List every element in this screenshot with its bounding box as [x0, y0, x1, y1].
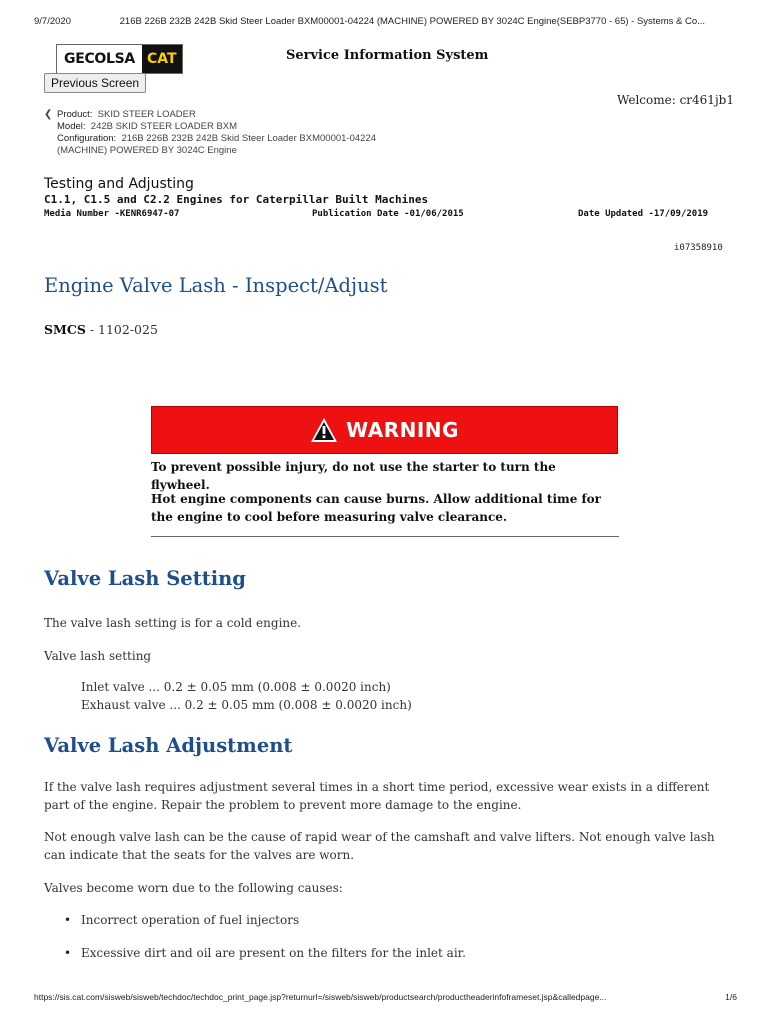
section-kind: Testing and Adjusting	[44, 176, 194, 192]
back-chevron-icon[interactable]: ❮	[44, 109, 53, 120]
model-value[interactable]: 242B SKID STEER LOADER BXM	[90, 121, 238, 132]
configuration-value-cont[interactable]: (MACHINE) POWERED BY 3024C Engine	[57, 145, 237, 156]
print-header	[34, 16, 734, 27]
configuration-label: Configuration:	[57, 133, 117, 144]
publication-date: Publication Date -01/06/2015	[312, 209, 464, 219]
date-updated: Date Updated -17/09/2019	[578, 209, 709, 219]
list-item	[64, 911, 714, 929]
welcome-text: Welcome: cr461jb1	[617, 93, 734, 107]
smcs-code	[44, 322, 158, 337]
doc-id: i07358910	[674, 243, 723, 253]
print-url: https://sis.cat.com/sisweb/sisweb/techdoc/techdoc_print_page.jsp?returnurl=/sisweb/sisweb/productsearch/productheaderinfoframeset.jsp&calledpage...	[34, 992, 607, 1002]
gecolsa-cat-logo	[56, 44, 183, 74]
adjustment-paragraph-wear: If the valve lash requires adjustment several times in a short time period, excessive wear exists in a different part of the engine. Repair the problem to prevent more damage to the engine.	[44, 780, 710, 812]
doc-title: C1.1, C1.5 and C2.2 Engines for Caterpillar Built Machines	[44, 193, 429, 206]
cat-logo-icon: CAT	[142, 45, 182, 73]
valve-lash-adjustment-heading: Valve Lash Adjustment	[44, 734, 293, 757]
print-title: 216B 226B 232B 242B Skid Steer Loader BXM00001-04224 (MACHINE) POWERED BY 3024C Engine(SEBP3770 - 65) - Systems & Co...	[119, 16, 706, 27]
smcs-value: - 1102-025	[85, 322, 158, 337]
product-label: Product:	[57, 109, 93, 120]
warning-text-starter: To prevent possible injury, do not use the starter to turn the flywheel.	[151, 460, 556, 492]
inlet-valve-spec: Inlet valve ... 0.2 ± 0.05 mm (0.008 ± 0.0020 inch)	[81, 680, 391, 694]
warning-triangle-icon	[310, 417, 338, 443]
print-date: 9/7/2020	[34, 16, 71, 27]
adjustment-paragraph-lifters: Not enough valve lash can be the cause of rapid wear of the camshaft and valve lifters. Not enough valve lash can indicate that the seats for the valves are worn.	[44, 830, 715, 862]
print-footer	[34, 992, 737, 1002]
media-number: Media Number -KENR6947-07	[44, 209, 180, 219]
warning-banner	[151, 406, 618, 454]
warning-divider	[151, 536, 619, 537]
setting-paragraph-cold: The valve lash setting is for a cold engine.	[44, 616, 302, 630]
warning-label: WARNING	[346, 418, 459, 442]
system-title: Service Information System	[286, 48, 489, 63]
exhaust-valve-spec: Exhaust valve ... 0.2 ± 0.05 mm (0.008 ± 0.0020 inch)	[81, 698, 412, 712]
adjustment-paragraph-causes: Valves become worn due to the following causes:	[44, 881, 343, 895]
valve-lash-setting-heading: Valve Lash Setting	[44, 567, 246, 590]
page-number: 1/6	[725, 992, 737, 1002]
bullet-icon: •	[64, 946, 72, 960]
page-title: Engine Valve Lash - Inspect/Adjust	[44, 274, 388, 297]
model-label: Model:	[57, 121, 86, 132]
product-value[interactable]: SKID STEER LOADER	[97, 109, 196, 120]
list-item-text: Excessive dirt and oil are present on the filters for the inlet air.	[81, 946, 466, 960]
list-item-text: Incorrect operation of fuel injectors	[81, 913, 300, 927]
warning-text-burns: Hot engine components can cause burns. Allow additional time for the engine to cool before measuring valve clearance.	[151, 492, 601, 524]
breadcrumb	[44, 109, 484, 157]
bullet-icon: •	[64, 913, 72, 927]
logo-text: GECOLSA	[57, 45, 142, 73]
list-item	[64, 944, 714, 962]
smcs-label: SMCS	[44, 322, 86, 337]
previous-screen-button[interactable]: Previous Screen	[44, 73, 146, 93]
setting-paragraph-label: Valve lash setting	[44, 649, 152, 663]
configuration-value[interactable]: 216B 226B 232B 242B Skid Steer Loader BXM00001-04224	[121, 133, 377, 144]
